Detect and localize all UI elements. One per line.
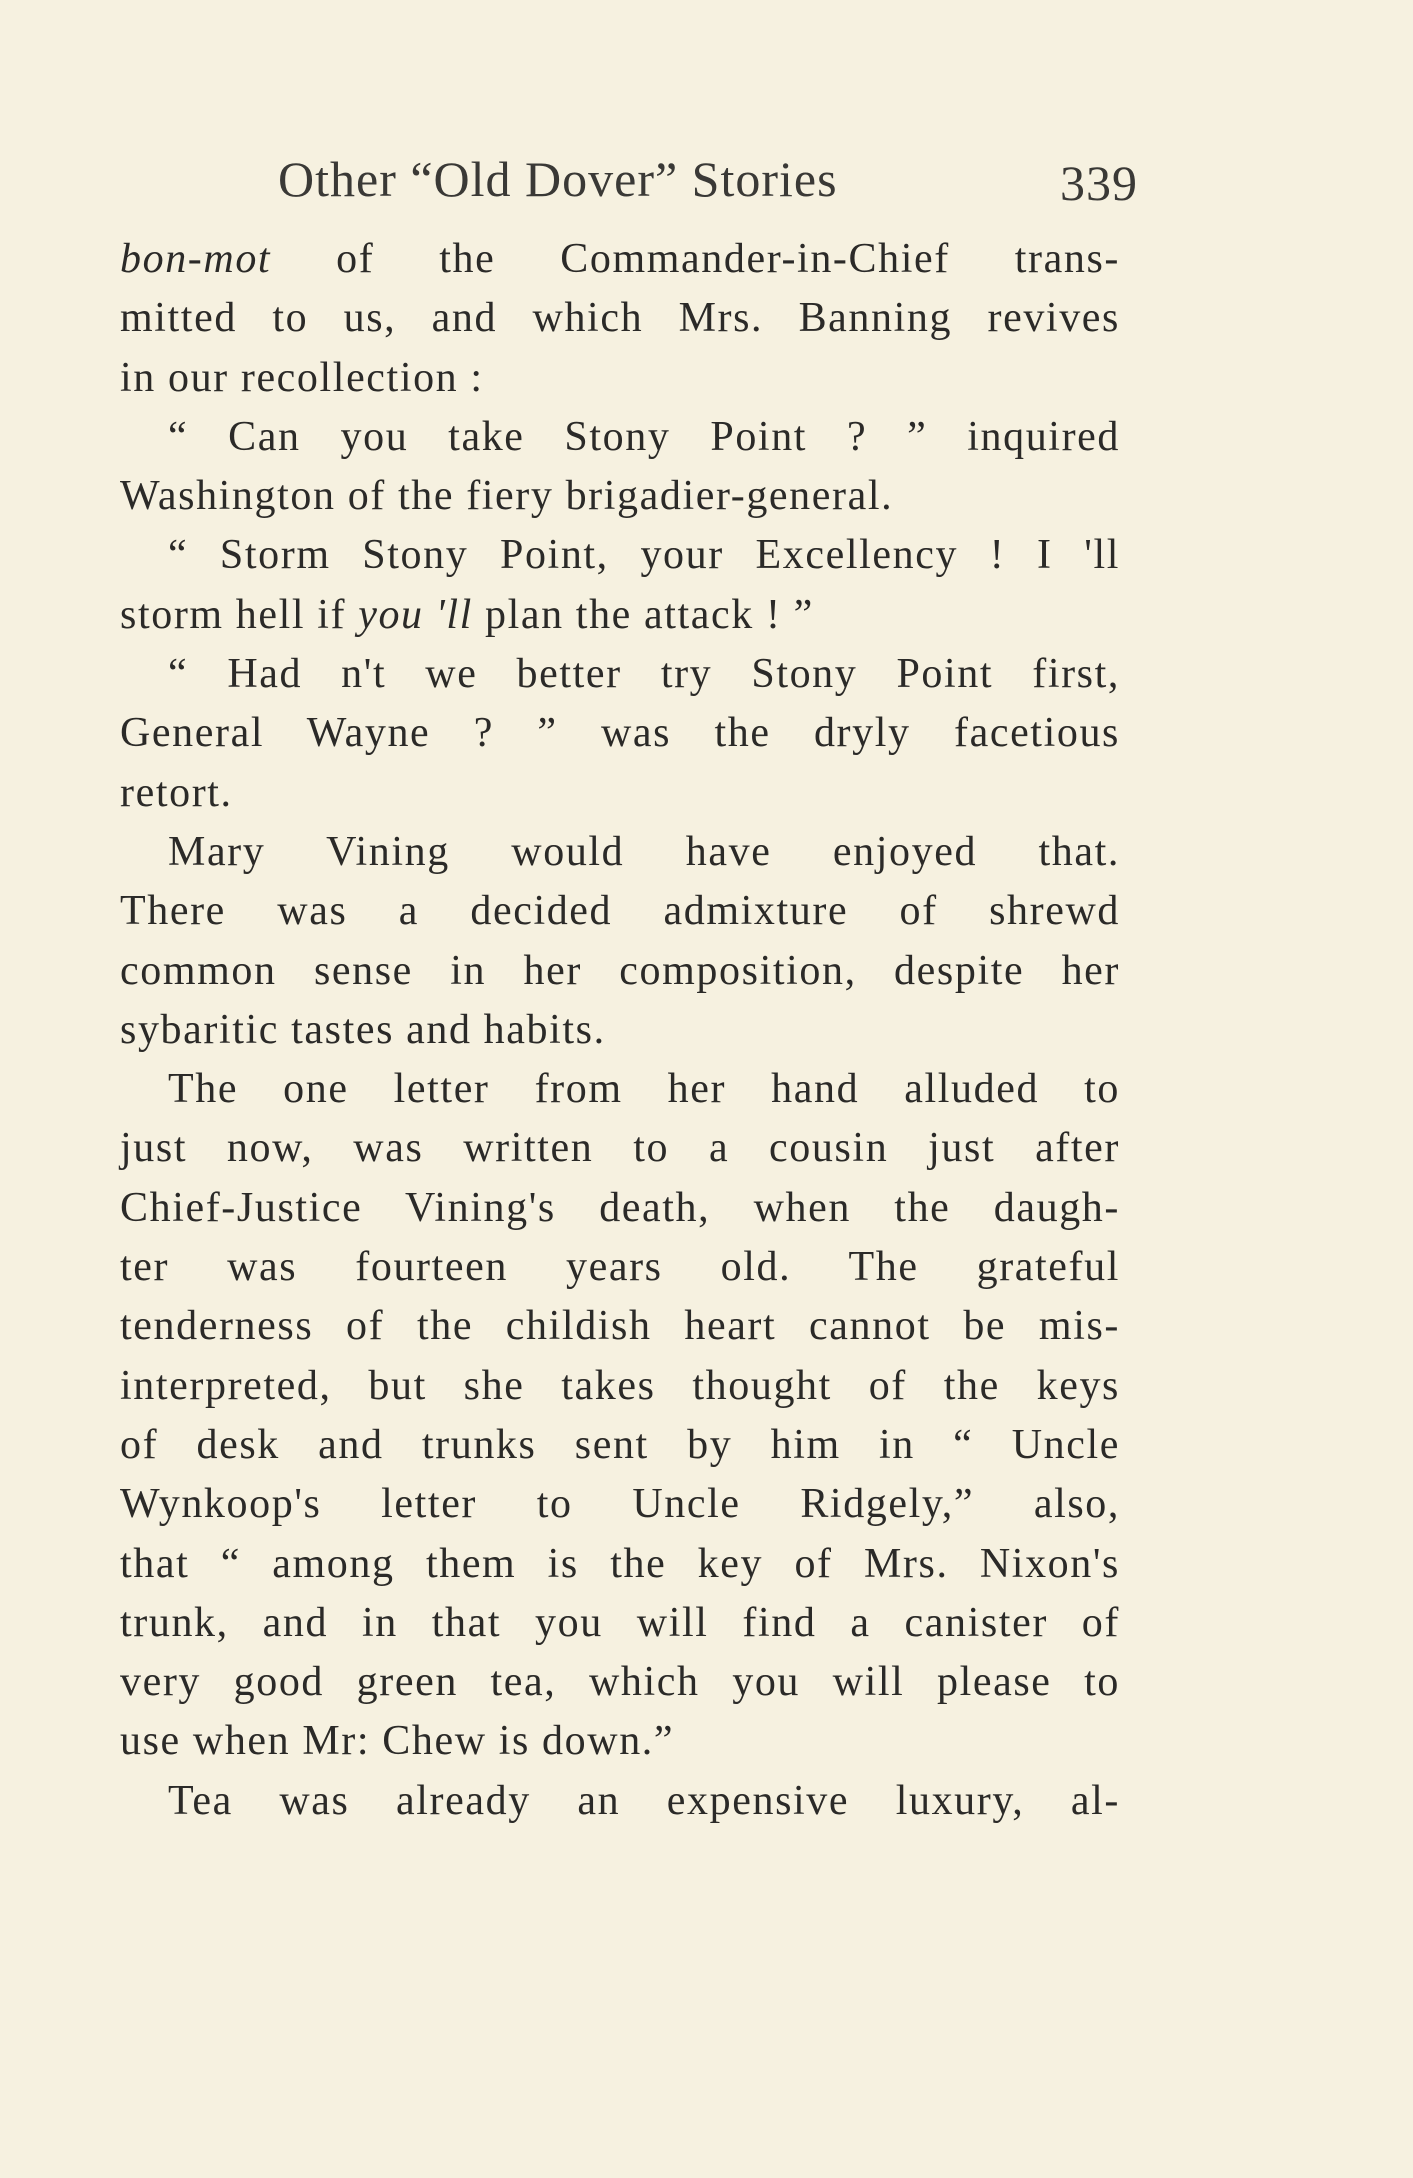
text-line: sybaritic tastes and habits. bbox=[120, 1006, 606, 1053]
text-line: Washington of the fiery brigadier-general. bbox=[120, 473, 894, 520]
text-line: retort. bbox=[120, 769, 233, 816]
text-segment: of the Commander-in-Chief trans- bbox=[271, 236, 1120, 282]
text-line bbox=[120, 586, 1120, 645]
text-line: Mary Vining would have enjoyed that. bbox=[168, 828, 1120, 875]
text-line: very good green tea, which you will please to bbox=[120, 1659, 1120, 1706]
text-line: Wynkoop's letter to Uncle Ridgely,” also, bbox=[120, 1481, 1120, 1528]
running-title: Other “Old Dover” Stories bbox=[278, 151, 838, 207]
text-segment: storm hell if bbox=[120, 591, 359, 638]
text-line: in our recollection : bbox=[120, 354, 484, 401]
text-line: mitted to us, and which Mrs. Banning revives bbox=[120, 295, 1120, 342]
text-line: tenderness of the childish heart cannot be mis- bbox=[120, 1303, 1120, 1350]
text-line: ter was fourteen years old. The grateful bbox=[120, 1244, 1120, 1291]
running-head bbox=[278, 150, 1138, 220]
text-line: The one letter from her hand alluded to bbox=[168, 1066, 1120, 1113]
text-line: use when Mr: Chew is down.” bbox=[120, 1718, 675, 1765]
text-line: of desk and trunks sent by him in “ Uncle bbox=[120, 1421, 1120, 1468]
italic-phrase: you 'll bbox=[358, 591, 473, 638]
page-number: 339 bbox=[1060, 155, 1138, 211]
text-line: “ Had n't we better try Stony Point first, bbox=[168, 651, 1120, 698]
text-line: interpreted, but she takes thought of the keys bbox=[120, 1362, 1120, 1409]
text-line: Chief-Justice Vining's death, when the daugh- bbox=[120, 1184, 1120, 1231]
text-line bbox=[120, 230, 1120, 289]
text-line: just now, was written to a cousin just after bbox=[120, 1125, 1120, 1172]
italic-phrase: bon-mot bbox=[120, 236, 272, 282]
text-line: that “ among them is the key of Mrs. Nixon's bbox=[120, 1540, 1120, 1587]
text-line: Tea was already an expensive luxury, al- bbox=[168, 1777, 1120, 1824]
text-line: “ Storm Stony Point, your Excellency ! I 'll bbox=[168, 532, 1120, 579]
text-line: common sense in her composition, despite her bbox=[120, 947, 1120, 994]
text-line: General Wayne ? ” was the dryly facetious bbox=[120, 710, 1120, 757]
text-segment: plan the attack ! ” bbox=[472, 591, 814, 638]
body-text bbox=[120, 230, 1120, 1831]
text-line: “ Can you take Stony Point ? ” inquired bbox=[168, 413, 1120, 460]
text-line: There was a decided admixture of shrewd bbox=[120, 888, 1120, 935]
text-line: trunk, and in that you will find a canister of bbox=[120, 1599, 1120, 1646]
